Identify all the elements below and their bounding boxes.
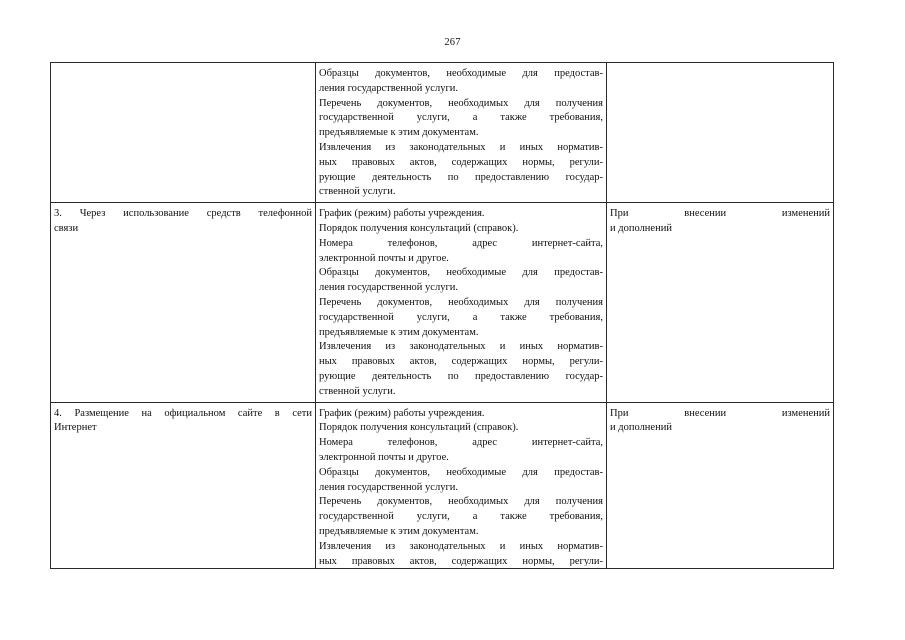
page-number: 267 (444, 37, 461, 48)
cell-text-line: государственной услуги, а также требования, (319, 112, 603, 124)
cell-text-line: предъявляемые к этим документам. (319, 326, 479, 338)
update-frequency-cell (607, 203, 834, 402)
cell-text-line: предъявляемые к этим документам. (319, 525, 479, 537)
cell-text-line: ных правовых актов, содержащих нормы, регули- (319, 555, 603, 566)
cell-text-line: государственной услуги, а также требования, (319, 311, 603, 323)
content-cell (316, 63, 607, 203)
cell-text-line: Номера телефонов, адрес интернет-сайта, (319, 237, 603, 249)
cell-text-line: государственной услуги, а также требования, (319, 511, 603, 523)
method-cell (51, 63, 316, 203)
cell-text-line: При внесении изменений (610, 208, 830, 220)
update-frequency-cell (607, 402, 834, 568)
cell-text-line: Номера телефонов, адрес интернет-сайта, (319, 437, 603, 449)
cell-text-line: ления государственной услуги. (319, 481, 459, 493)
cell-text-line: и дополнений (610, 422, 672, 434)
cell-text-line: предъявляемые к этим документам. (319, 127, 479, 139)
content-cell (316, 402, 607, 568)
cell-text-line: Порядок получения консультаций (справок). (319, 222, 519, 234)
cell-text-line: Образцы документов, необходимые для предостав- (319, 466, 603, 478)
cell-text-line: Порядок получения консультаций (справок). (319, 422, 519, 434)
cell-text-line: График (режим) работы учреждения. (319, 407, 485, 419)
cell-text-line: рующие деятельность по предоставлению государ- (319, 370, 603, 382)
cell-text-line: При внесении изменений (610, 407, 830, 419)
cell-clip (610, 407, 830, 566)
cell-text-line: Извлечения из законодательных и иных норматив- (319, 141, 603, 153)
cell-text-line: 4. Размещение на официальном сайте в сети (54, 407, 312, 419)
table-row (51, 203, 834, 402)
cell-text-line: ления государственной услуги. (319, 82, 459, 94)
cell-text-line: График (режим) работы учреждения. (319, 208, 485, 220)
cell-text-line: рующие деятельность по предоставлению государ- (319, 171, 603, 183)
cell-text-line: Перечень документов, необходимых для получения (319, 496, 603, 508)
cell-text-line: ления государственной услуги. (319, 282, 459, 294)
cell-text-line: Извлечения из законодательных и иных норматив- (319, 540, 603, 552)
cell-text-line: Извлечения из законодательных и иных норматив- (319, 341, 603, 353)
cell-text-line: ственной услуги. (319, 385, 396, 397)
cell-text-line: электронной почты и другое. (319, 252, 449, 264)
cell-text-line: Интернет (54, 422, 97, 434)
cell-clip (319, 407, 603, 566)
update-frequency-cell (607, 63, 834, 203)
cell-text-line: электронной почты и другое. (319, 451, 449, 463)
content-cell (316, 203, 607, 402)
information-table (50, 62, 834, 569)
cell-text-line: ственной услуги. (319, 186, 396, 198)
cell-text-line: Перечень документов, необходимых для получения (319, 296, 603, 308)
cell-text-line: 3. Через использование средств телефонной (54, 208, 312, 220)
cell-text-line: Образцы документов, необходимые для предостав- (319, 68, 603, 79)
cell-text-line: Образцы документов, необходимые для предостав- (319, 267, 603, 279)
table-row (51, 402, 834, 568)
cell-clip (54, 407, 312, 566)
cell-text-line: Перечень документов, необходимых для получения (319, 97, 603, 109)
cell-text-line: ных правовых актов, содержащих нормы, регули- (319, 156, 603, 168)
table-row (51, 63, 834, 203)
cell-text-line: связи (54, 222, 79, 234)
cell-text-line: ных правовых актов, содержащих нормы, регули- (319, 356, 603, 368)
method-cell (51, 203, 316, 402)
method-cell (51, 402, 316, 568)
cell-text-line: и дополнений (610, 222, 672, 234)
